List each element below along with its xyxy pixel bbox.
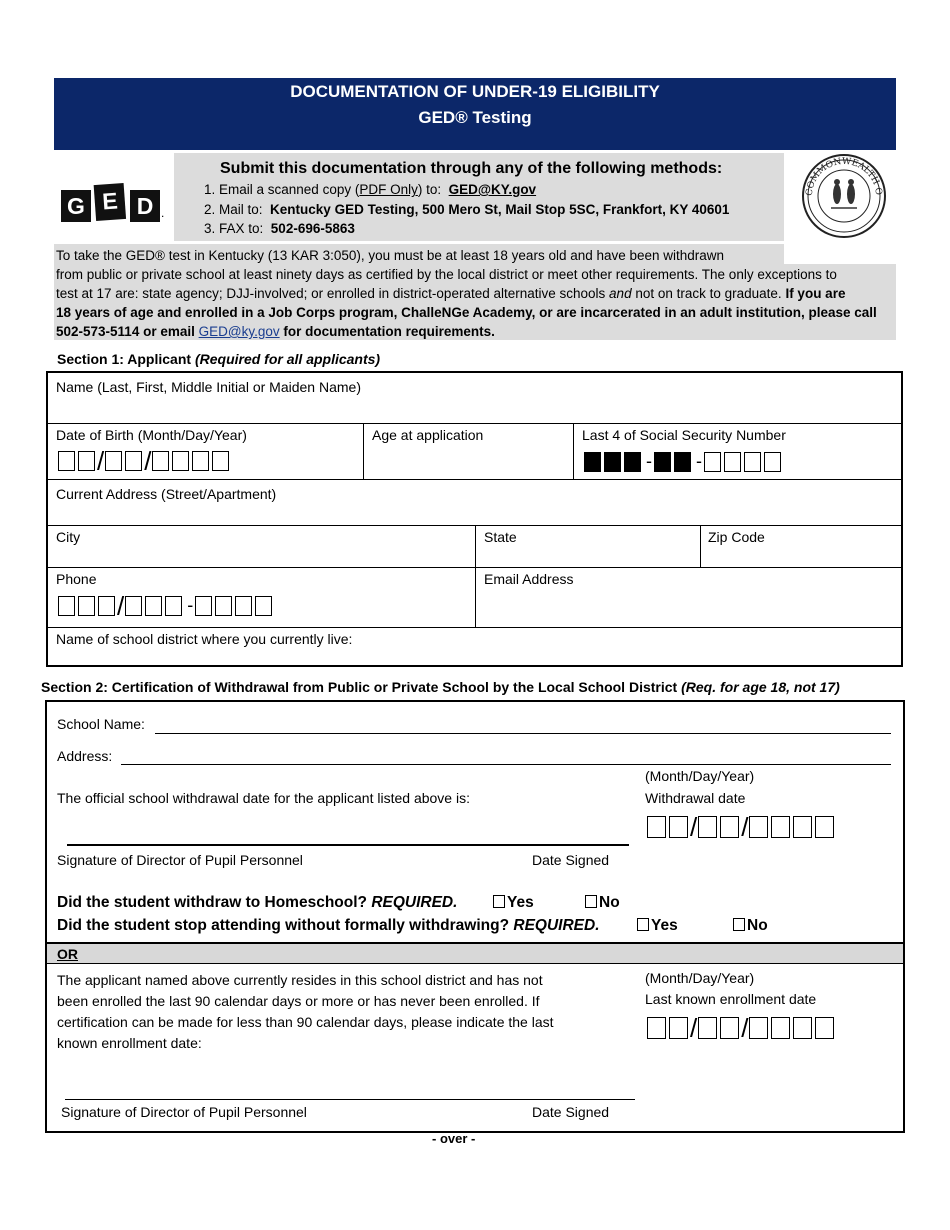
phone-box[interactable] (145, 596, 162, 616)
school-name-label: School Name: (57, 716, 145, 732)
section1-title-text: Section 1: Applicant (57, 351, 195, 367)
phone-box[interactable] (98, 596, 115, 616)
phone-box[interactable] (78, 596, 95, 616)
q1-no[interactable] (585, 894, 620, 912)
form-subtitle: GED® Testing (418, 108, 532, 127)
date-box[interactable] (669, 1017, 688, 1039)
intro-paragraph (56, 246, 898, 341)
phone-box[interactable] (195, 596, 212, 616)
phone-label: Phone (56, 571, 97, 587)
date-box[interactable] (669, 816, 688, 838)
intro-line-1: To take the GED® test in Kentucky (13 KAR 3:050), you must be at least 18 years old and have been withdrawn (56, 248, 725, 263)
checkbox-icon[interactable] (585, 895, 597, 908)
resides-statement (57, 970, 554, 1054)
district-field[interactable] (393, 631, 898, 661)
last-enrollment-label: Last known enrollment date (645, 991, 817, 1007)
checkbox-icon[interactable] (493, 895, 505, 908)
phone-box[interactable] (165, 596, 182, 616)
dob-box[interactable] (192, 451, 209, 471)
q2-yes-label: Yes (651, 917, 678, 934)
logo-letter-g: G (67, 193, 85, 219)
resides-line-1: The applicant named above currently resides in this school district and has not (57, 972, 543, 988)
name-label: Name (Last, First, Middle Initial or Maiden Name) (56, 379, 361, 395)
checkbox-icon[interactable] (637, 918, 649, 931)
form-title: DOCUMENTATION OF UNDER-19 ELIGIBILITY (290, 82, 660, 101)
date-box[interactable] (647, 816, 666, 838)
q1-yes[interactable] (493, 894, 534, 912)
q1-no-label: No (599, 894, 620, 911)
address-label: Current Address (Street/Apartment) (56, 486, 277, 502)
state-field[interactable] (478, 547, 698, 565)
date-box[interactable] (793, 816, 812, 838)
signature-line-2[interactable] (65, 1099, 635, 1100)
dob-box[interactable] (125, 451, 142, 471)
fax-number: 502-696-5863 (270, 221, 355, 236)
question-homeschool (57, 894, 457, 912)
logo-letter-d: D (136, 193, 154, 219)
method-email (204, 182, 536, 197)
q2-no-label: No (747, 917, 768, 934)
slash-sep: / (97, 446, 105, 476)
city-field[interactable] (50, 547, 473, 565)
school-name-field[interactable] (155, 733, 891, 734)
intro-line-5a: 502-573-5114 or email (56, 324, 199, 339)
district-label: Name of school district where you currently live: (56, 631, 353, 647)
or-divider (47, 942, 903, 964)
method-email-mid: ) to: (417, 182, 442, 197)
date-box[interactable] (749, 816, 768, 838)
kentucky-seal (801, 152, 887, 240)
withdrawal-date-label: Withdrawal date (645, 790, 746, 806)
section2-box (45, 700, 905, 1133)
submit-email-link[interactable]: GED@KY.gov (448, 182, 537, 197)
name-field[interactable] (50, 399, 899, 421)
q2-text: Did the student stop attending without formally withdrawing? (57, 917, 514, 934)
withdrawal-statement: The official school withdrawal date for the applicant listed above is: (57, 790, 470, 806)
logo-trademark: . (161, 206, 165, 220)
logo-letter-e: E (101, 187, 119, 215)
phone-box[interactable] (255, 596, 272, 616)
resides-line-3: certification can be made for less than 90 calendar days, please indicate the last (57, 1014, 554, 1030)
dob-box[interactable] (58, 451, 75, 471)
slash-sep: / (741, 1013, 749, 1043)
intro-line-4: 18 years of age and enrolled in a Job Corps program, ChalleNGe Academy, or are incarcerated in an adult institution, please call (56, 305, 877, 320)
ssn-box[interactable] (764, 452, 781, 472)
section2-title (41, 679, 840, 695)
checkbox-icon[interactable] (733, 918, 745, 931)
address-field[interactable] (50, 505, 899, 523)
pdf-only-text: PDF Only (359, 182, 418, 197)
q2-required: REQUIRED. (513, 917, 600, 934)
withdrawal-mdy-label: (Month/Day/Year) (645, 768, 755, 784)
slash-sep: / (741, 812, 749, 842)
phone-box[interactable] (215, 596, 232, 616)
ssn-input[interactable] (584, 451, 784, 472)
enrollment-mdy-label: (Month/Day/Year) (645, 970, 755, 986)
date-signed-label-2: Date Signed (532, 1104, 610, 1120)
dob-box[interactable] (78, 451, 95, 471)
date-signed-label: Date Signed (532, 852, 610, 868)
zip-label: Zip Code (708, 529, 765, 545)
phone-box[interactable] (125, 596, 142, 616)
date-box[interactable] (720, 816, 739, 838)
dob-box[interactable] (172, 451, 189, 471)
q1-text: Did the student withdraw to Homeschool? (57, 894, 372, 911)
submit-methods-box (174, 153, 784, 241)
date-box[interactable] (698, 816, 717, 838)
over-footer: - over - (432, 1131, 476, 1146)
date-box[interactable] (720, 1017, 739, 1039)
resides-line-2: been enrolled the last 90 calendar days or more or has never been enrolled. If (57, 993, 540, 1009)
slash-sep: / (144, 446, 152, 476)
date-box[interactable] (793, 1017, 812, 1039)
signature-line[interactable] (67, 844, 629, 846)
date-box[interactable] (698, 1017, 717, 1039)
seal-icon (801, 152, 887, 240)
ged-logo (60, 180, 170, 224)
ssn-box[interactable] (744, 452, 761, 472)
age-label: Age at application (372, 427, 484, 443)
ssn-label: Last 4 of Social Security Number (582, 427, 786, 443)
date-box[interactable] (749, 1017, 768, 1039)
slash-sep: / (690, 1013, 698, 1043)
email-label: Email Address (484, 571, 574, 587)
date-box[interactable] (815, 1017, 834, 1039)
q1-yes-label: Yes (507, 894, 534, 911)
section2-title-note: (Req. for age 18, not 17) (681, 679, 840, 695)
section2-title-text: Section 2: Certification of Withdrawal from Public or Private School by the Local School District (41, 679, 682, 695)
signature-label: Signature of Director of Pupil Personnel (57, 852, 303, 868)
ssn-masked-box (674, 452, 691, 472)
phone-input[interactable] (58, 590, 275, 621)
dash-sep: - (696, 451, 702, 471)
section1-box (46, 371, 903, 667)
school-address-label: Address: (57, 748, 113, 764)
dob-box[interactable] (105, 451, 122, 471)
section1-title (57, 351, 380, 367)
school-address-field[interactable] (121, 764, 891, 765)
q2-no[interactable] (733, 917, 768, 935)
date-box[interactable] (815, 816, 834, 838)
dash-sep: - (187, 595, 194, 615)
ssn-masked-box (624, 452, 641, 472)
intro-line-3-bold: If you are (785, 286, 846, 301)
intro-line-3c: not on track to graduate. (631, 286, 786, 301)
email-field[interactable] (478, 591, 899, 625)
date-box[interactable] (647, 1017, 666, 1039)
intro-line-3-and: and (609, 286, 632, 301)
header-banner (54, 78, 896, 150)
state-label: State (484, 529, 517, 545)
dob-input[interactable] (58, 446, 232, 476)
method-fax-prefix: 3. FAX to: (204, 221, 264, 236)
signature-label-2: Signature of Director of Pupil Personnel (61, 1104, 307, 1120)
method-mail-prefix: 2. Mail to: (204, 202, 263, 217)
intro-line-2: from public or private school at least ninety days as certified by the local district or meet other requirements. The only exceptions to (56, 267, 837, 282)
age-field[interactable] (366, 447, 571, 477)
method-email-prefix: 1. Email a scanned copy ( (204, 182, 360, 197)
date-box[interactable] (771, 1017, 790, 1039)
enrollment-date-input[interactable] (647, 1013, 837, 1043)
or-label: OR (57, 946, 78, 962)
method-fax (204, 221, 355, 236)
intro-line-5 (56, 322, 898, 341)
question-stop-attending (57, 917, 600, 935)
phone-box[interactable] (235, 596, 252, 616)
date-box[interactable] (771, 816, 790, 838)
dob-box[interactable] (152, 451, 169, 471)
intro-line-5c: for documentation requirements. (279, 324, 495, 339)
city-label: City (56, 529, 81, 545)
dob-label: Date of Birth (Month/Day/Year) (56, 427, 247, 443)
mail-address: Kentucky GED Testing, 500 Mero St, Mail Stop 5SC, Frankfort, KY 40601 (270, 202, 730, 217)
ssn-masked-box (584, 452, 601, 472)
ssn-masked-box (654, 452, 671, 472)
withdrawal-date-input[interactable] (647, 812, 837, 842)
slash-sep: / (117, 590, 125, 621)
section1-title-note: (Required for all applicants) (194, 351, 381, 367)
resides-line-4: known enrollment date: (57, 1035, 202, 1051)
dob-box[interactable] (212, 451, 229, 471)
intro-line-3a: test at 17 are: state agency; DJJ-involved; or enrolled in district-operated alternative schools (56, 286, 610, 301)
submit-heading: Submit this documentation through any of the following methods: (220, 160, 723, 177)
zip-field[interactable] (703, 547, 899, 565)
q2-yes[interactable] (637, 917, 678, 935)
dash-sep: - (646, 451, 652, 471)
q1-required: REQUIRED. (371, 894, 458, 911)
intro-line-3 (56, 284, 898, 303)
ssn-box[interactable] (704, 452, 721, 472)
phone-box[interactable] (58, 596, 75, 616)
slash-sep: / (690, 812, 698, 842)
ssn-box[interactable] (724, 452, 741, 472)
seal-text: COMMONWEALTH O (804, 156, 884, 197)
ssn-masked-box (604, 452, 621, 472)
contact-email-link[interactable]: GED@ky.gov (198, 324, 280, 339)
method-mail (204, 202, 729, 217)
